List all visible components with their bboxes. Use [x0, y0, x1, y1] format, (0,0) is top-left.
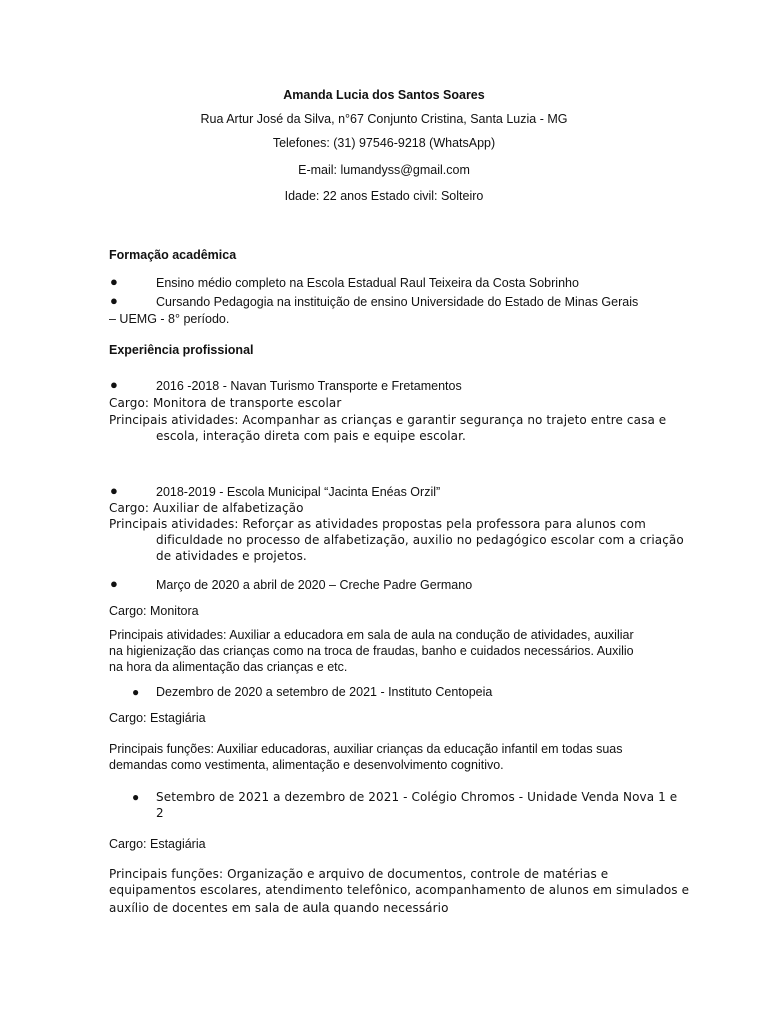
job5-period-line1: Setembro de 2021 a dezembro de 2021 - Colégio Chromos - Unidade Venda Nova 1 e — [156, 790, 678, 804]
job4-activities-line1: Principais funções: Auxiliar educadoras, auxiliar crianças da educação infantil em todas suas — [109, 742, 623, 756]
phone-line: Telefones: (31) 97546-9218 (WhatsApp) — [272, 136, 496, 150]
job3-role: Cargo: Monitora — [109, 604, 199, 618]
job5-activities-line2: equipamentos escolares, atendimento telefônico, acompanhamento de alunos em simulados e — [109, 883, 690, 897]
email-line: E-mail: lumandyss@gmail.com — [298, 163, 470, 177]
job2-activities-line2: dificuldade no processo de alfabetização, auxilio no pedagógico escolar com a criação — [156, 533, 684, 547]
education-item-2-line1: Cursando Pedagogia na instituição de ensino Universidade do Estado de Minas Gerais — [156, 295, 639, 309]
experience-heading: Experiência profissional — [109, 343, 254, 357]
job5-activities-line3 — [109, 899, 449, 916]
job3-activities-line2: na higienização das crianças como na troca de fraudas, banho e cuidados necessários. Auxilio — [109, 644, 634, 658]
job3-activities-line3: na hora da alimentação das crianças e etc. — [109, 660, 348, 674]
job5-activities-line3-end: quando necessário — [329, 901, 449, 915]
job2-activities-line1: Principais atividades: Reforçar as atividades propostas pela professora para alunos com — [109, 517, 646, 531]
bullet-icon: ● — [110, 576, 118, 591]
bullet-icon: ● — [110, 377, 118, 392]
job5-activities-line3-start: auxílio de docentes em sala de — [109, 901, 303, 915]
job4-role: Cargo: Estagiária — [109, 711, 206, 725]
job2-role: Cargo: Auxiliar de alfabetização — [109, 501, 304, 515]
job1-role: Cargo: Monitora de transporte escolar — [109, 396, 342, 410]
job2-period: 2018-2019 - Escola Municipal “Jacinta Enéas Orzil” — [156, 485, 441, 499]
bullet-icon: ● — [110, 293, 118, 308]
job5-activities-line1: Principais funções: Organização e arquivo de documentos, controle de matérias e — [109, 867, 609, 881]
bullet-icon: ● — [110, 274, 118, 289]
education-item-2-line2: – UEMG - 8° período. — [109, 312, 230, 326]
job3-period: Março de 2020 a abril de 2020 – Creche Padre Germano — [156, 578, 473, 592]
job1-activities-line1: Principais atividades: Acompanhar as crianças e garantir segurança no trajeto entre casa e — [109, 413, 667, 427]
job4-activities-line2: demandas como vestimenta, alimentação e desenvolvimento cognitivo. — [109, 758, 504, 772]
bullet-icon: ● — [132, 685, 140, 699]
education-item-1: Ensino médio completo na Escola Estadual Raul Teixeira da Costa Sobrinho — [156, 276, 579, 290]
job1-activities-line2: escola, interação direta com pais e equipe escolar. — [156, 429, 466, 443]
age-civil-line: Idade: 22 anos Estado civil: Solteiro — [284, 189, 484, 203]
bullet-icon: ● — [132, 790, 140, 804]
job5-period-line2: 2 — [156, 806, 164, 820]
job4-period: Dezembro de 2020 a setembro de 2021 - Instituto Centopeia — [156, 685, 493, 699]
job5-activities-word-aula: aula — [302, 899, 330, 915]
education-heading: Formação acadêmica — [109, 248, 237, 262]
job3-activities-line1: Principais atividades: Auxiliar a educadora em sala de aula na condução de atividades, auxiliar — [109, 628, 634, 642]
bullet-icon: ● — [110, 483, 118, 498]
job5-role: Cargo: Estagiária — [109, 837, 206, 851]
candidate-name: Amanda Lucia dos Santos Soares — [283, 88, 485, 102]
job1-period: 2016 -2018 - Navan Turismo Transporte e Fretamentos — [156, 379, 462, 393]
address-line: Rua Artur José da Silva, n°67 Conjunto Cristina, Santa Luzia - MG — [200, 112, 568, 126]
job2-activities-line3: de atividades e projetos. — [156, 549, 307, 563]
